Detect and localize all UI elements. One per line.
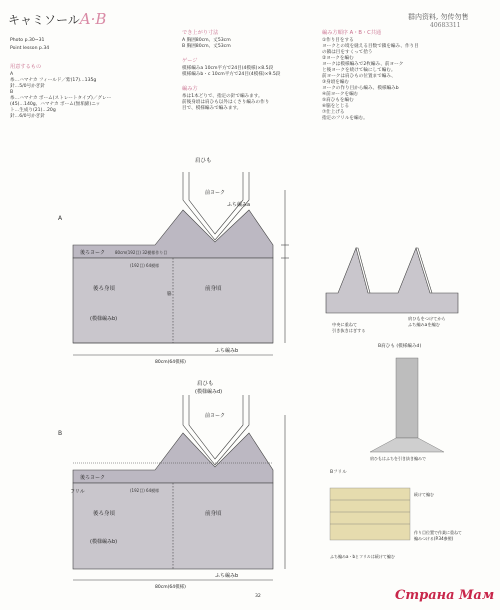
instruction-line: ヨークとの境を縫える目数で鎖を編み、作り目	[322, 44, 419, 49]
instruction-line: ①作り目をする	[322, 38, 354, 43]
diagram-b	[55, 375, 315, 590]
assembly-note-2: ふち編みaを編む	[408, 322, 440, 327]
assembly-diagram	[318, 238, 468, 338]
materials-line: 糸…ハマナカ フィールド／紫(17)…135g	[10, 78, 97, 83]
instruction-line: ヨークは模様編みで2枚編み、前ヨーク	[322, 62, 404, 67]
instruction-line: ②ヨークを編む	[322, 56, 354, 61]
finish-size-heading: でき上がり寸法	[182, 30, 219, 36]
assembly-note-1: 肩ひもをつけてから	[408, 316, 446, 321]
finish-size-line: A 胸囲80cm、丈53cm	[182, 38, 231, 43]
gauge-list	[182, 66, 312, 78]
method-heading: 編み方	[182, 86, 198, 92]
b-front: 前身頃	[205, 511, 222, 517]
frill-note-4: ふち編みa・bとフリルは続けて編む	[330, 554, 395, 559]
b-strap-pattern: (模様編みd)	[195, 389, 223, 395]
instruction-line: と後ヨークを続けて輪にして編む。	[322, 68, 396, 73]
strap-b-chart	[350, 352, 470, 462]
a-front-yoke: 前ヨーク	[205, 190, 226, 196]
title-ab: A·B	[79, 10, 107, 28]
b-back: 後ろ身頃	[93, 511, 116, 517]
photo-ref: Photo p.30~31	[10, 38, 45, 43]
title-text: キャミソール	[8, 13, 80, 27]
diagram-b-label: B	[58, 430, 63, 437]
page-number: 32	[255, 594, 261, 599]
diagram-a	[55, 150, 315, 365]
instruction-line: ⑤肩ひもを編む	[322, 98, 354, 103]
a-side: 脇	[167, 292, 172, 297]
a-fuchi-a: ふち編みa	[227, 202, 251, 208]
assembly-attach: 引き抜きはぎする	[332, 328, 366, 333]
materials-line: B	[10, 90, 14, 95]
instruction-line: ⑥脇をとじる	[322, 104, 350, 109]
instruction-line: 指定のフリルを編む。	[322, 116, 368, 121]
instructions-list	[322, 38, 472, 122]
method-line: 糸は1本どりで、指定の針で編みます。	[182, 94, 263, 99]
instruction-line: ④前ヨークを編む	[322, 92, 359, 97]
watermark-id: 40683311	[430, 22, 461, 29]
b-bottom: 80cm(64模様)	[155, 585, 186, 590]
b-width: (192目) 64模様	[130, 488, 160, 493]
instruction-line: ③身頃を編む	[322, 80, 350, 85]
materials-list	[10, 72, 180, 120]
gauge-line: 模様編みb・c 10cm平方で24目(4模様)×9.5段	[182, 72, 281, 77]
materials-line: A	[10, 72, 14, 77]
page-title	[8, 10, 106, 28]
gauge-line: 模様編みa 10cm平方で24目(4模様)×8.5段	[182, 66, 274, 71]
strap-b-note: 肩ひもはふちを引き抜き編みで	[370, 456, 426, 461]
a-strap: 肩ひも	[195, 158, 212, 164]
b-fuchi-b: ふち編みb	[215, 573, 239, 579]
frill-note-1: 続けて編む	[414, 492, 434, 497]
materials-line: (45)…140g、ハマナカ ボーム(無垢綿)ニッ	[10, 102, 101, 107]
frill-note-3: 編みつける(P.34参照)	[414, 536, 454, 541]
materials-line: 糸…ハマナカ ボーム(ストレートタイプ)／グレー	[10, 96, 112, 101]
finish-size-list	[182, 38, 312, 50]
materials-line: 針…6/0号かぎ針	[10, 114, 45, 119]
b-back-yoke: 後ろヨーク	[80, 475, 106, 481]
instruction-line: 前ヨークは肩ひもの位置まで編み、	[322, 74, 396, 79]
frill-note-2: 作り目位置で作業に重ねて	[414, 530, 462, 535]
frill-chart	[322, 478, 472, 578]
a-width: (192目) 64模様	[130, 263, 160, 268]
b-pattern-b: (模様編みb)	[90, 539, 118, 545]
a-pattern-b: (模様編みb)	[90, 316, 118, 322]
assembly-center: 中央に重ねて	[332, 322, 358, 327]
a-bottom: 80cm(64模様)	[155, 360, 186, 365]
b-strap: 肩ひも	[197, 381, 214, 387]
frill-heading: Bフリル	[330, 470, 347, 475]
point-ref: Point lesson p.34	[10, 46, 50, 51]
b-frill: フリル	[70, 489, 85, 495]
a-yoke-width: 80cm(192目) 32模様作り目	[115, 250, 168, 255]
instruction-line: の鎖は目をすくって拾う	[322, 50, 373, 55]
method-list	[182, 94, 312, 112]
a-back-yoke: 後ろヨーク	[80, 250, 106, 256]
instruction-line: ⑦仕上げる	[322, 110, 345, 115]
a-fuchi-b: ふち編みb	[215, 348, 239, 354]
materials-line: 針…5/0号かぎ針	[10, 84, 45, 89]
instructions-heading: 編み方順序 A・B・C共通	[322, 30, 382, 36]
materials-line: ト…生成り(21)…20g	[10, 108, 56, 113]
finish-size-line: B 胸囲80cm、丈53cm	[182, 44, 231, 49]
strap-b-heading: B肩ひも (模様編みd)	[378, 344, 422, 349]
method-line: 前後身頃は肩ひも以外はくさり編みの作り	[182, 100, 270, 105]
a-back: 後ろ身頃	[93, 286, 116, 292]
method-line: 目で、模様編みで編みます。	[182, 106, 242, 111]
materials-heading: 用意するもの	[10, 64, 42, 70]
watermark-top: 群内资料, 勿传勿售	[408, 13, 469, 21]
watermark-bottom: Страна Мам	[395, 588, 495, 603]
a-front: 前身頃	[205, 286, 222, 292]
gauge-heading: ゲージ	[182, 58, 198, 64]
diagram-a-label: A	[58, 215, 63, 222]
b-front-yoke: 前ヨーク	[205, 413, 226, 419]
instruction-line: ヨークの作り目から編み、模様編みb	[322, 86, 399, 91]
